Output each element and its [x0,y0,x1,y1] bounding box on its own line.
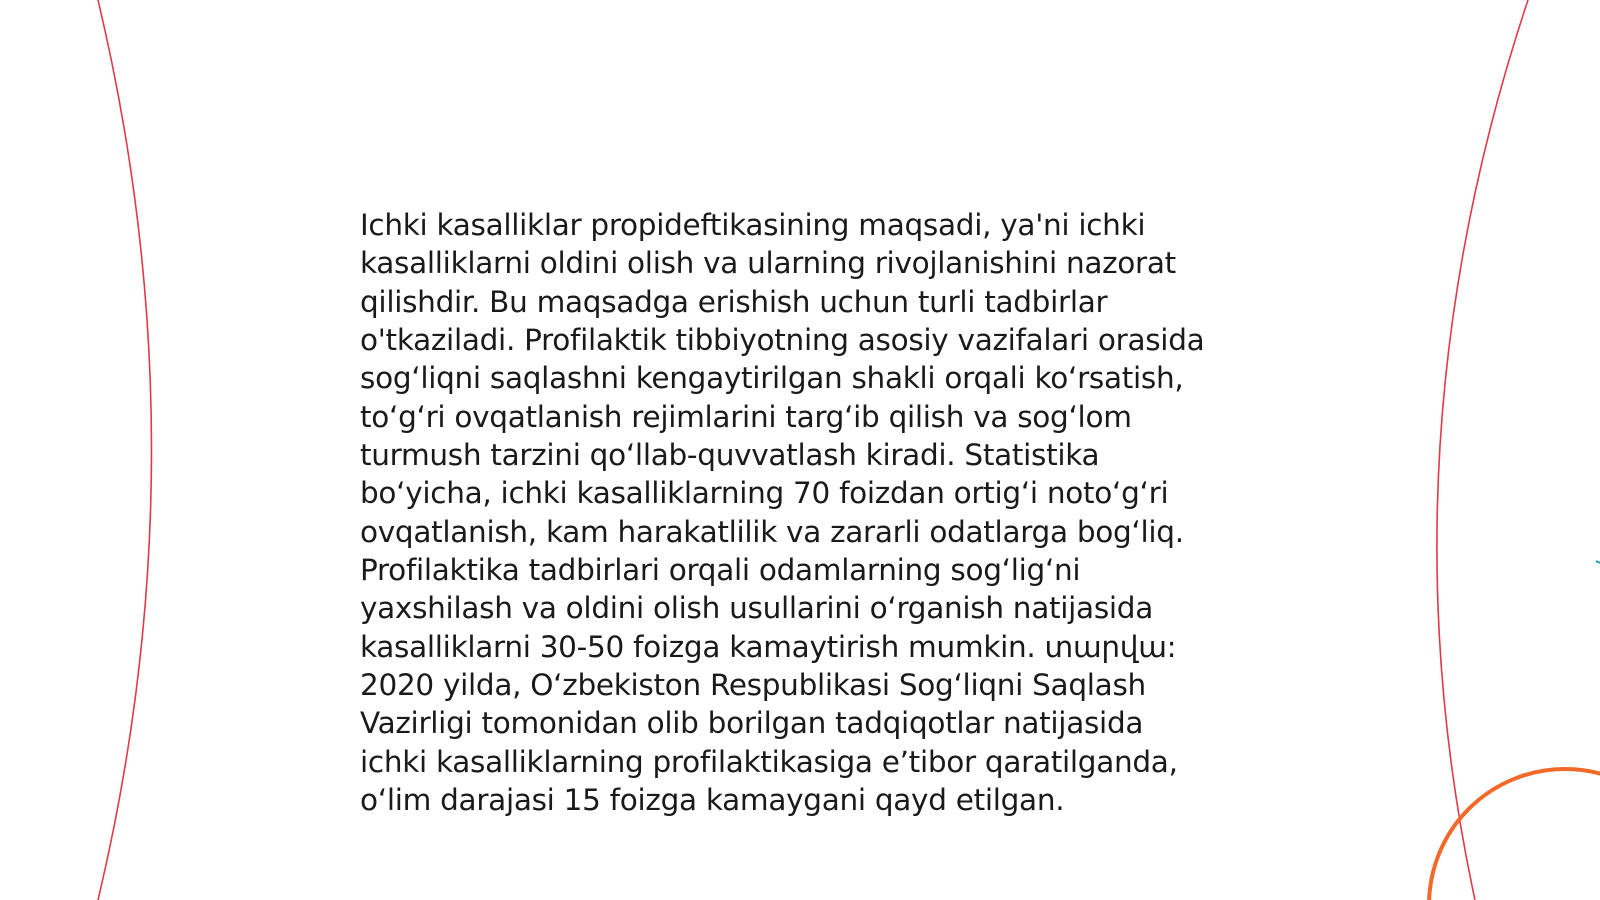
body-text-line: sog‘liqni saqlashni kengaytirilgan shakli orqali ko‘rsatish, [360,361,1184,396]
body-text-line: kasalliklarni oldini olish va ularning rivojlanishini nazorat [360,246,1176,281]
body-text-line: 2020 yilda, O‘zbekiston Respublikasi Sog‘liqni Saqlash [360,668,1146,703]
right-curve-line [1437,0,1528,900]
body-text [360,206,1240,820]
body-text-line: Ichki kasalliklar propideftikasining maqsadi, ya'ni ichki [360,208,1146,242]
body-text-line: Profilaktika tadbirlari orqali odamlarning sog‘lig‘ni [360,553,1081,588]
body-text-line: Vazirligi tomonidan olib borilgan tadqiqotlar natijasida [360,706,1144,741]
body-text-line: to‘g‘ri ovqatlanish rejimlarini targ‘ib qilish va sog‘lom [360,399,1132,434]
body-text-line: qilishdir. Bu maqsadga erishish uchun turli tadbirlar [360,284,1108,319]
body-text-line: yaxshilash va oldini olish usullarini o‘rganish natijasida [360,591,1153,626]
left-curve-line [98,0,152,900]
body-text-line: bo‘yicha, ichki kasalliklarning 70 foizdan ortig‘i noto‘g‘ri [360,476,1169,511]
body-text-line: o'tkaziladi. Profilaktik tibbiyotning asosiy vazifalari orasida [360,323,1205,358]
body-text-line: ovqatlanish, kam harakatlilik va zararli odatlarga bog‘liq. [360,514,1184,549]
body-text-line: turmush tarzini qo‘llab-quvvatlash kiradi. Statistika [360,438,1100,473]
teal-mark-decoration [1596,561,1600,563]
body-text-line: o‘lim darajasi 15 foizga kamaygani qayd etilgan. [360,783,1065,818]
body-text-line: kasalliklarni 30-50 foizga kamaytirish mumkin. տարվա: [360,629,1177,664]
body-text-line: ichki kasalliklarning profilaktikasiga e’tibor qaratilganda, [360,744,1178,779]
